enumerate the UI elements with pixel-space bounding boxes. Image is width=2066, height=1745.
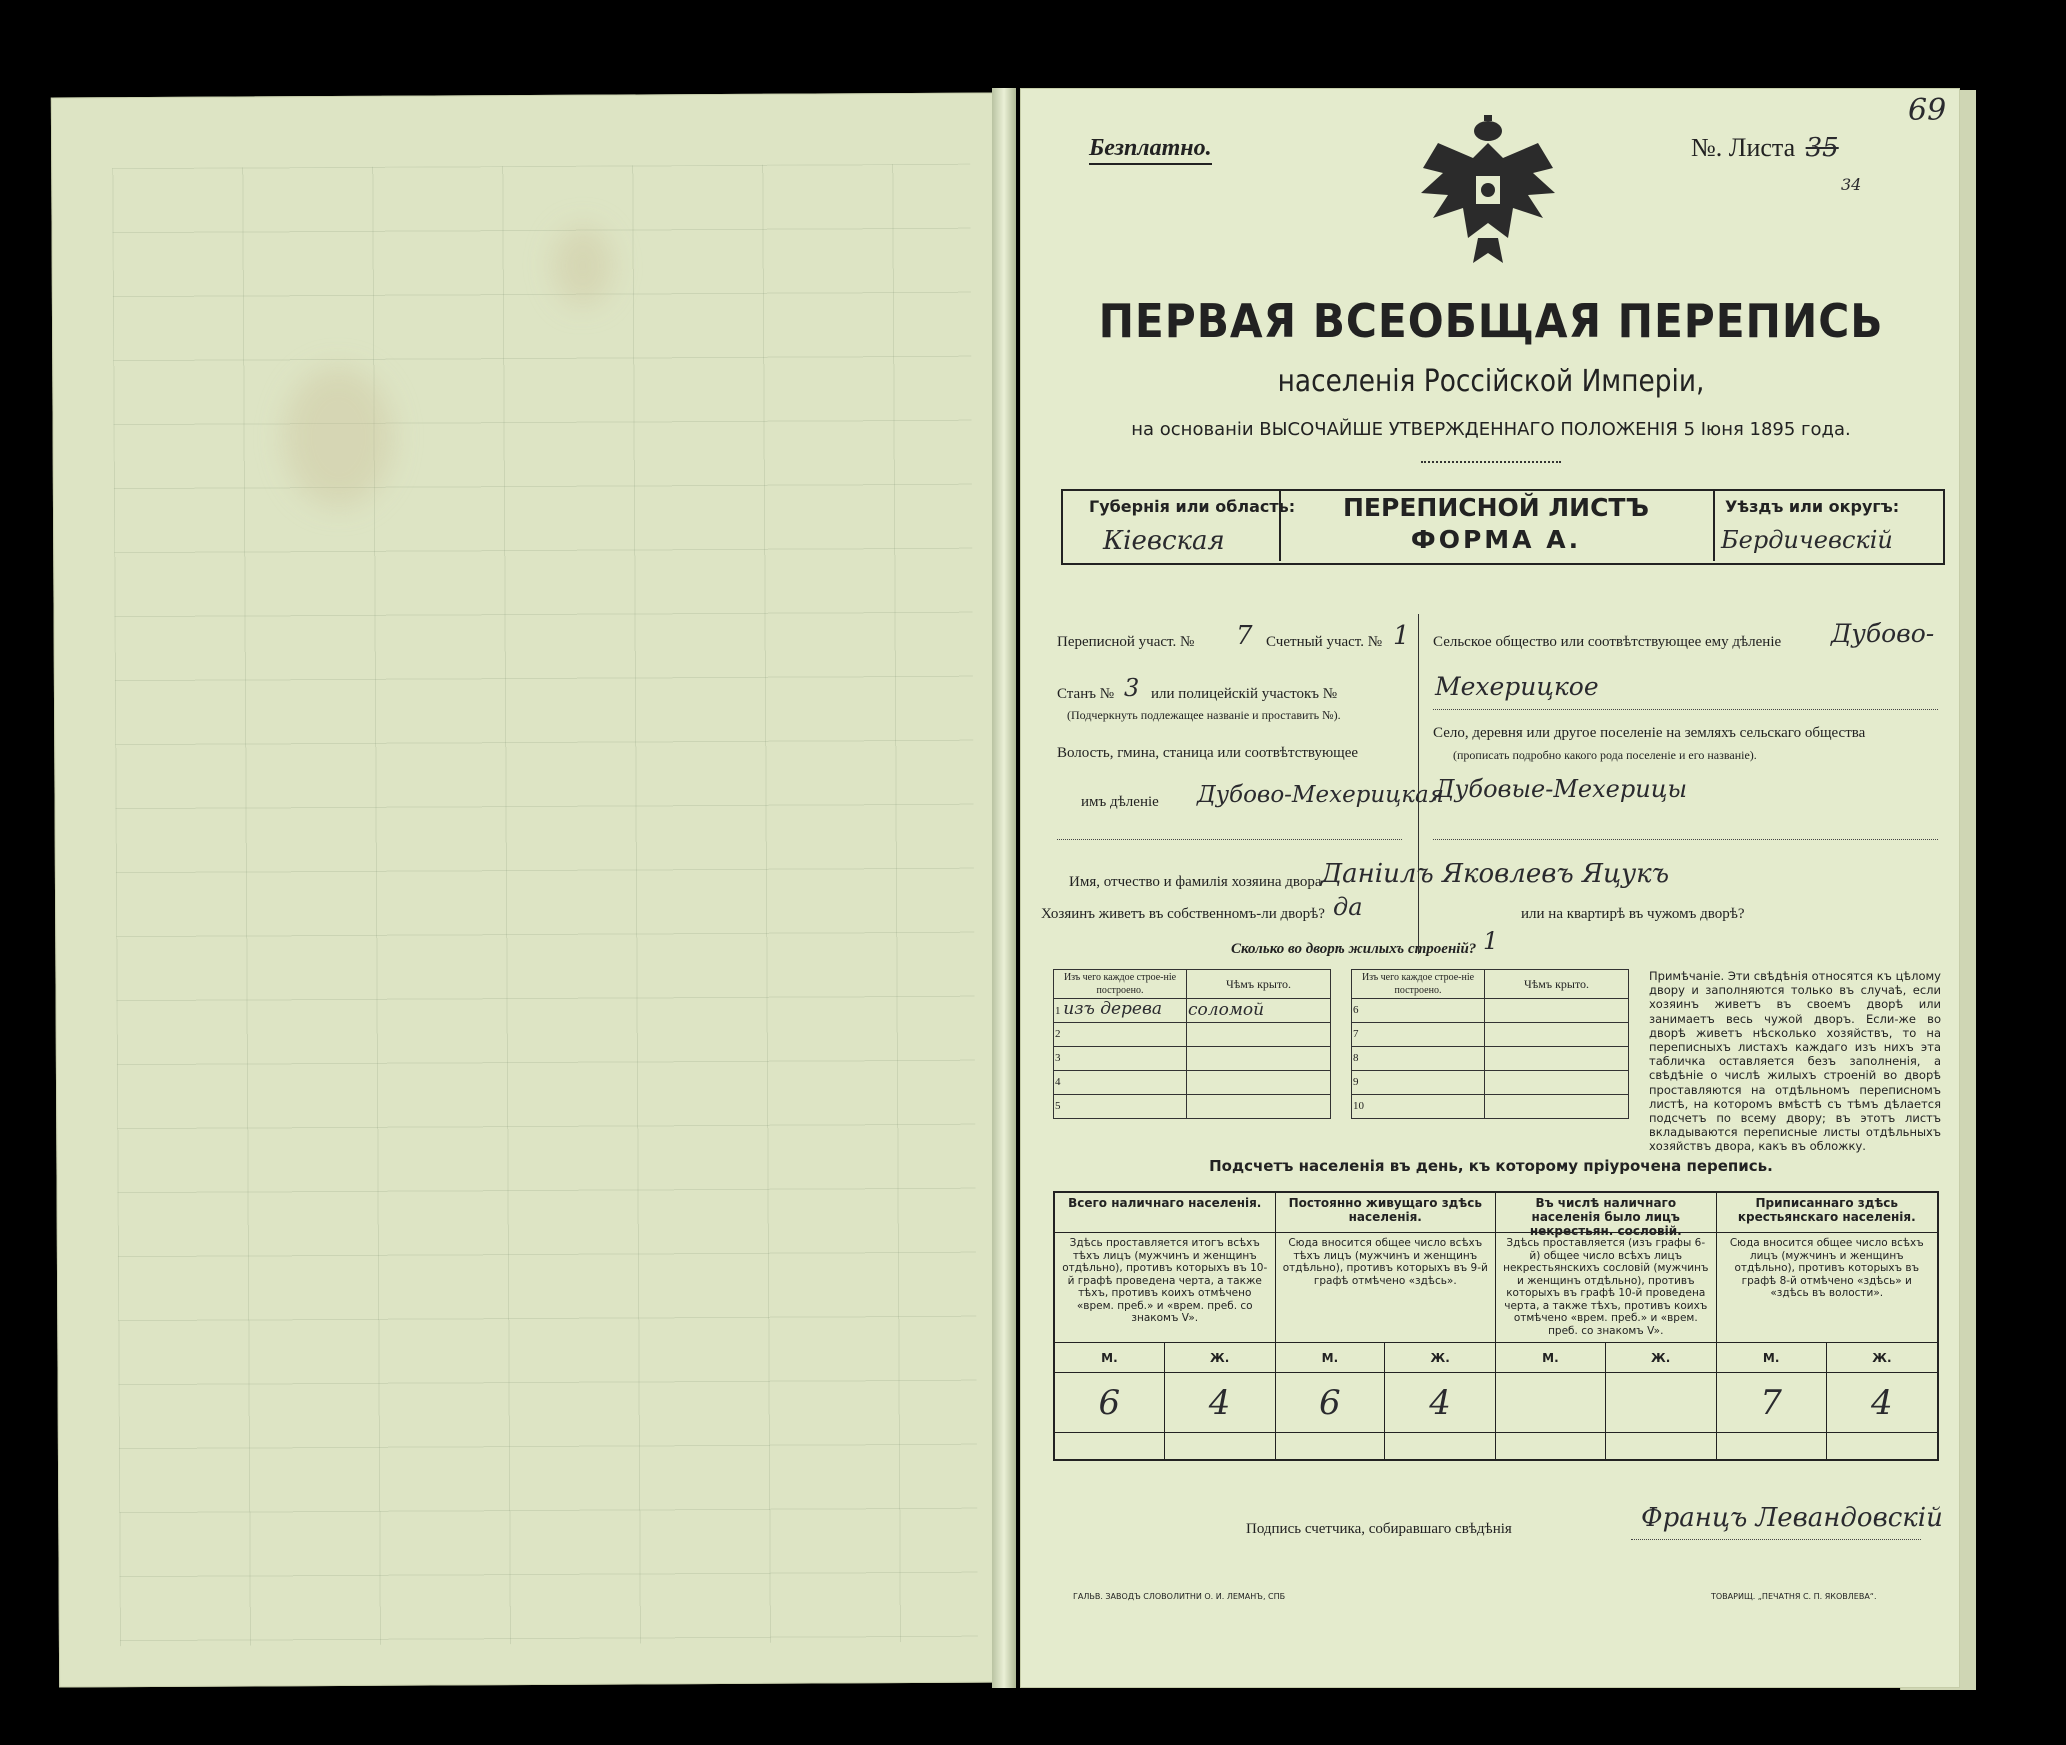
population-heading: Подсчетъ населенія въ день, къ которому пріурочена перепись. [1209,1157,1773,1175]
male-header: М. [1055,1343,1165,1372]
pop-column-permanent [1276,1193,1497,1459]
sheet-number [1691,133,1839,163]
female-count: 4 [1871,1383,1893,1423]
note-text: Примѣчаніе. Эти свѣдѣнія относятся къ цѣлому двору и заполняются только въ случаѣ, если хозяинъ живетъ въ своемъ дворѣ или занимаетъ весь чужой дворъ. Если-же во дворѣ живетъ нѣсколько хозяйствъ, то на переписныхъ листахъ каждаго изъ нихъ эта табличка оставляется безъ заполненія, а свѣдѣніе о числѣ жилыхъ строеній во дворѣ проставляются на отдѣльномъ переписномъ листѣ, на которомъ вмѣстѣ съ тѣмъ дѣлается подсчетъ по всему двору; въ этотъ листъ вкладываются переписные листы отдѣльныхъ хозяйствъ двора, какъ въ обложку. [1649,969,1941,1154]
table-row: 8 [1352,1047,1485,1071]
signature-label: Подпись счетчика, собиравшаго свѣдѣнія [1246,1521,1512,1537]
gubernia-label: Губернія или область: [1089,497,1296,516]
pop-column-peasant [1717,1193,1938,1459]
table-row: 10 [1352,1095,1485,1119]
community-blank-line [1433,709,1938,710]
faded-grid [112,164,978,1646]
female-count [1606,1373,1716,1432]
stan-value: 3 [1124,674,1140,702]
col-roof-header: Чѣмъ крыто. [1485,970,1629,999]
census-form-page [1020,88,1960,1688]
free-label: Безплатно. [1089,135,1212,165]
male-header: М. [1496,1343,1606,1372]
stain [553,226,613,306]
owner-rent-label: или на квартирѣ въ чужомъ дворѣ? [1521,906,1745,922]
pop-col-values [1055,1373,1275,1433]
male-count: 6 [1276,1373,1386,1433]
table-row: 2 [1054,1023,1187,1047]
form-subtitle: населенія Россійской Имперіи, [1277,364,1705,399]
material-value: изъ дерева [1063,999,1163,1019]
table-cell [1187,1095,1331,1119]
col-roof-header: Чѣмъ крыто. [1187,970,1331,999]
female-header: Ж. [1651,1350,1671,1365]
table-row: 4 [1054,1071,1187,1095]
form-sheet-title: ПЕРЕПИСНОЙ ЛИСТЪ [1343,493,1649,522]
sheet-number-label: №. Листа [1691,133,1796,162]
male-count [1496,1373,1606,1432]
pop-col-sex-headers [1717,1343,1938,1373]
pop-col-blank [1496,1433,1716,1459]
imprint-left: ГАЛЬВ. ЗАВОДЪ СЛОВОЛИТНИ О. И. ЛЕМАНЪ, СПБ [1073,1592,1286,1601]
volost-label: Волость, гмина, станица или соотвѣтствующее [1057,745,1359,761]
community-label: Сельское общество или соотвѣтствующее ему дѣленіе [1433,634,1782,650]
pop-col-title: Въ числѣ наличнаго населенія было лицъ некрестьян. сословій. [1496,1193,1716,1233]
population-table [1053,1191,1939,1461]
table-row: 5 [1054,1095,1187,1119]
stan-label: Станъ № [1057,686,1115,702]
table-cell [1485,1095,1629,1119]
census-area-value: 7 [1236,621,1253,651]
imprint-right: ТОВАРИЩ. „ПЕЧАТНЯ С. П. ЯКОВЛЕВА“. [1711,1592,1877,1601]
table-cell [1187,1071,1331,1095]
female-count: 4 [1429,1383,1451,1423]
owner-name-value: Даніилъ Яковлевъ Яцукъ [1321,859,1670,889]
sheet-number-struck: 35 [1805,133,1839,163]
community-value-1: Дубово- [1831,619,1935,648]
box-divider-right [1713,489,1715,561]
volost-blank-line [1057,839,1402,840]
buildings-count-label: Сколько во дворѣ жилыхъ строеній? [1231,941,1477,957]
pop-col-desc: Сюда вносится общее число всѣхъ лицъ (мужчинъ и женщинъ отдѣльно), противъ которыхъ въ графѣ 8-й отмѣчено «здѣсь» и «здѣсь въ волости». [1717,1233,1938,1343]
pop-col-sex-headers [1276,1343,1496,1373]
pop-col-title: Постоянно живущаго здѣсь населенія. [1276,1193,1496,1233]
left-page [51,93,1009,1688]
buildings-table-right [1351,969,1629,1119]
owner-lives-value: да [1333,893,1363,921]
female-count: 4 [1208,1383,1231,1423]
male-header: М. [1276,1343,1386,1372]
stain [283,367,394,508]
volost-value: Дубово-Мехерицкая [1197,782,1444,808]
male-header: М. [1717,1343,1827,1372]
col-material-header: Изъ чего каждое строе-ніе построено. [1054,970,1187,999]
pop-col-blank [1717,1433,1938,1459]
form-main-title: ПЕРВАЯ ВСЕОБЩАЯ ПЕРЕПИСЬ [1098,294,1884,348]
pop-col-desc: Сюда вносится общее число всѣхъ тѣхъ лицъ (мужчинъ и женщинъ отдѣльно), противъ которыхъ въ 9-й графѣ отмѣчено «здѣсь». [1276,1233,1496,1343]
pop-column-non-peasant [1496,1193,1717,1459]
sheet-number-corrected: 34 [1841,175,1862,194]
pop-col-blank [1276,1433,1496,1459]
gubernia-value: Кіевская [1103,526,1225,556]
pop-col-values [1717,1373,1938,1433]
uezd-value: Бердичевскій [1721,526,1893,554]
table-row: 9 [1352,1071,1485,1095]
female-header: Ж. [1210,1350,1230,1365]
village-value: Дубовые-Мехерицы [1435,775,1687,803]
roof-value: соломой [1187,999,1331,1023]
col-material-header: Изъ чего каждое строе-ніе построено. [1352,970,1485,999]
enumerator-signature: Францъ Левандовскій [1641,1503,1943,1533]
pop-col-blank [1055,1433,1275,1459]
village-note: (прописать подробно какого рода поселеніе и его названіе). [1453,748,1757,762]
table-cell [1485,1023,1629,1047]
archive-folio-number: 69 [1908,93,1947,128]
owner-name-label: Имя, отчество и фамилія хозяина двора [1069,874,1322,890]
table-cell [1187,1047,1331,1071]
ornament-divider [1421,461,1561,463]
volost-label-cont: имъ дѣленіе [1081,794,1159,810]
pop-column-total [1055,1193,1276,1459]
count-area-label: Счетный участ. № [1266,634,1383,650]
table-row: 1 изъ дерева [1054,999,1187,1023]
village-blank-line [1433,839,1938,840]
community-value-2: Мехерицкое [1435,672,1599,701]
table-row: 7 [1352,1023,1485,1047]
book-gutter [992,88,1016,1688]
buildings-count-value: 1 [1483,927,1499,955]
uezd-label: Уѣздъ или округъ: [1725,497,1900,516]
form-basis: на основаніи ВЫСОЧАЙШЕ УТВЕРЖДЕННАГО ПОЛОЖЕНІЯ 5 Іюня 1895 года. [1131,419,1851,440]
table-row: 3 [1054,1047,1187,1071]
form-letter: ФОРМА А. [1410,525,1582,554]
underline-note: (Подчеркнуть подлежащее названіе и проставить №). [1067,708,1341,722]
female-header: Ж. [1430,1350,1450,1365]
pop-col-sex-headers [1496,1343,1716,1373]
buildings-table-left [1053,969,1331,1119]
imperial-eagle-emblem [1413,113,1563,273]
census-area-label: Переписной участ. № [1057,634,1195,650]
owner-lives-label: Хозяинъ живетъ въ собственномъ-ли дворѣ? [1041,906,1325,922]
pop-col-sex-headers [1055,1343,1275,1373]
pop-col-values [1276,1373,1496,1433]
table-cell [1485,1071,1629,1095]
table-cell [1485,999,1629,1023]
pop-col-title: Приписаннаго здѣсь крестьянскаго населенія. [1717,1193,1938,1233]
police-label: или полицейскій участокъ № [1151,686,1338,702]
male-count: 6 [1055,1373,1165,1433]
pop-col-title: Всего наличнаго населенія. [1055,1193,1275,1233]
village-label: Село, деревня или другое поселеніе на земляхъ сельскаго общества [1433,725,1866,741]
table-cell [1187,1023,1331,1047]
pop-col-values [1496,1373,1716,1433]
signature-line [1631,1539,1921,1540]
count-area-value: 1 [1393,621,1410,651]
table-row: 6 [1352,999,1485,1023]
table-cell [1485,1047,1629,1071]
pop-col-desc: Здѣсь проставляется (изъ графы 6-й) общее число всѣхъ лицъ некрестьянскихъ сословій (мужчинъ и женщинъ отдѣльно), противъ которыхъ въ графѣ 10-й проведена черта, а также тѣхъ, противъ коихъ отмѣчено «врем. преб.» и «врем. преб. со знакомъ V». [1496,1233,1716,1343]
male-count: 7 [1717,1373,1827,1433]
female-header: Ж. [1872,1350,1892,1365]
pop-col-desc: Здѣсь проставляется итогъ всѣхъ тѣхъ лицъ (мужчинъ и женщинъ отдѣльно), противъ которыхъ въ 10-й графѣ проведена черта, а также тѣхъ, противъ коихъ отмѣчено «врем. преб.» и «врем. преб. со знакомъ V». [1055,1233,1275,1343]
